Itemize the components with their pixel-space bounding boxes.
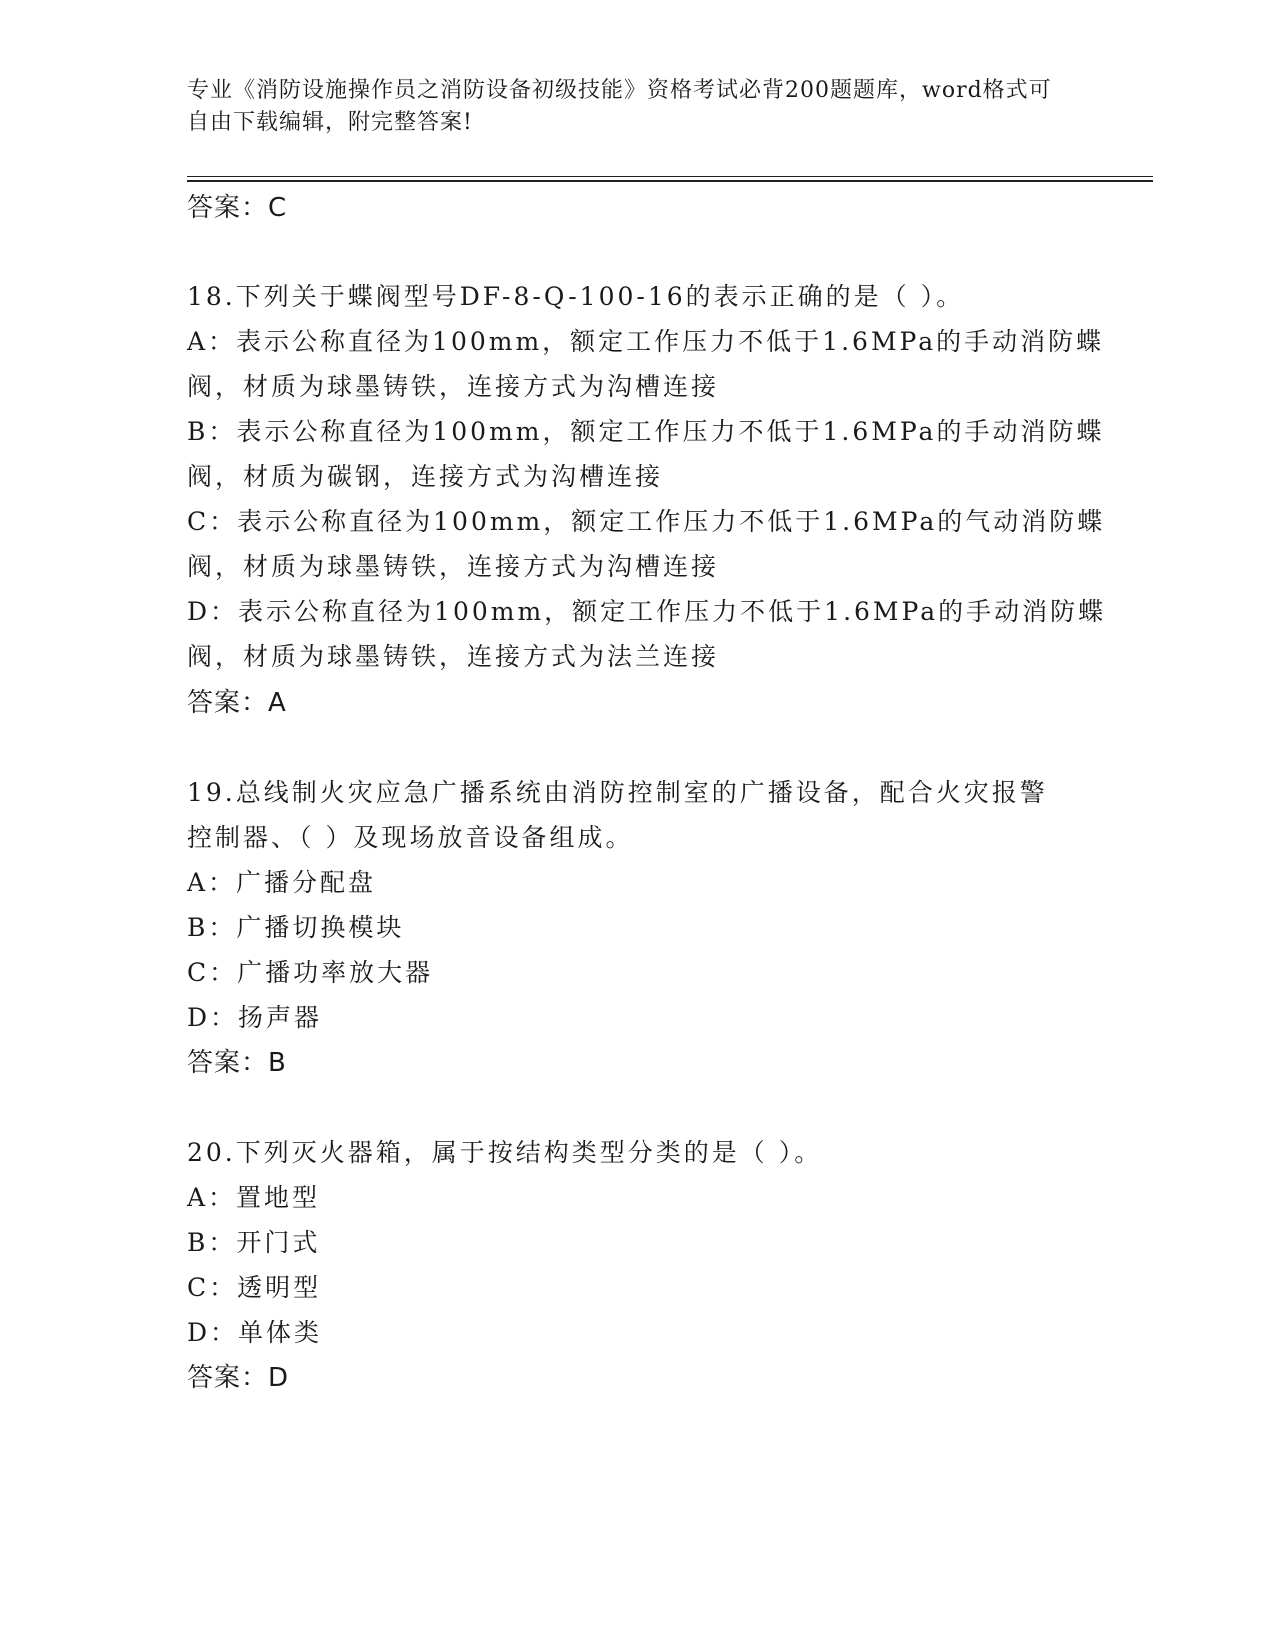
header-divider-thin: [187, 176, 1153, 177]
question-19-stem: 19.总线制火灾应急广播系统由消防控制室的广播设备，配合火灾报警: [187, 778, 1048, 807]
question-18-option-d: D：表示公称直径为100mm，额定工作压力不低于1.6MPa的手动消防蝶: [187, 597, 1107, 626]
answer-q18: 答案：A: [187, 688, 287, 718]
header-divider-thick: [187, 180, 1153, 182]
question-20-option-a: A：置地型: [187, 1183, 321, 1212]
question-18-option-a-cont: 阀，材质为球墨铸铁，连接方式为沟槽连接: [187, 372, 720, 401]
document-header: 专业《消防设施操作员之消防设备初级技能》资格考试必背200题题库，word格式可自由下载编辑，附完整答案!: [187, 78, 1052, 135]
question-20-option-b: B：开门式: [187, 1228, 321, 1257]
question-18-option-c: C：表示公称直径为100mm，额定工作压力不低于1.6MPa的气动消防蝶: [187, 507, 1106, 536]
question-19-stem-cont: 控制器、（ ）及现场放音设备组成。: [187, 823, 634, 852]
question-18-option-b: B：表示公称直径为100mm，额定工作压力不低于1.6MPa的手动消防蝶: [187, 417, 1105, 446]
answer-q17: 答案：C: [187, 193, 288, 223]
question-19-option-c: C：广播功率放大器: [187, 958, 434, 987]
question-18-stem: 18.下列关于蝶阀型号DF-8-Q-100-16的表示正确的是（ ）。: [187, 282, 965, 311]
question-20-option-c: C：透明型: [187, 1273, 322, 1302]
question-18-option-d-cont: 阀，材质为球墨铸铁，连接方式为法兰连接: [187, 642, 720, 671]
question-18-option-b-cont: 阀，材质为碳钢，连接方式为沟槽连接: [187, 462, 664, 491]
question-20-option-d: D：单体类: [187, 1318, 323, 1347]
question-18-option-c-cont: 阀，材质为球墨铸铁，连接方式为沟槽连接: [187, 552, 720, 581]
question-19-option-b: B：广播切换模块: [187, 913, 405, 942]
question-19-option-a: A：广播分配盘: [187, 868, 377, 897]
question-19-option-d: D：扬声器: [187, 1003, 323, 1032]
answer-q20: 答案：D: [187, 1363, 290, 1393]
answer-q19: 答案：B: [187, 1048, 287, 1078]
question-18-option-a: A：表示公称直径为100mm，额定工作压力不低于1.6MPa的手动消防蝶: [187, 327, 1105, 356]
question-20-stem: 20.下列灭火器箱，属于按结构类型分类的是（ ）。: [187, 1138, 823, 1167]
